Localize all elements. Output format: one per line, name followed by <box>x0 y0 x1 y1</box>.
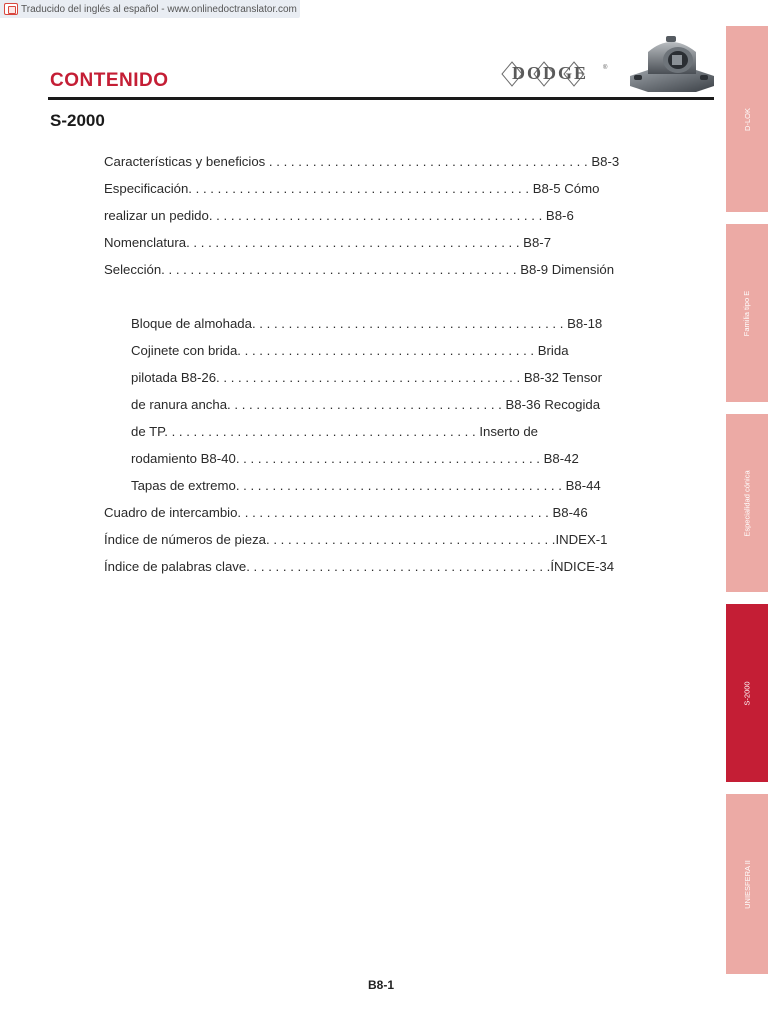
toc-entry[interactable]: Características y beneficios . . . . . . . . . . . . . . . . . . . . . . . . . . . . . . . . . . . . . . . . . . . . B8-3 <box>104 154 620 169</box>
side-tab-label: UNIESFERA II <box>742 859 752 909</box>
toc-entry[interactable]: Nomenclatura. . . . . . . . . . . . . . . . . . . . . . . . . . . . . . . . . . . . . . . . . . . . . . B8-7 <box>104 235 552 250</box>
toc-entry[interactable]: Índice de números de pieza. . . . . . . . . . . . . . . . . . . . . . . . . . . . . . . . . . . . . . . .INDEX-1 <box>104 532 608 547</box>
page-title: CONTENIDO <box>50 70 169 91</box>
registered-mark: ® <box>603 65 608 71</box>
toc-entry[interactable]: pilotada B8-26. . . . . . . . . . . . . . . . . . . . . . . . . . . . . . . . . . . . . . . . . . B8-32 Tensor <box>131 370 603 385</box>
toc-entry[interactable]: Tapas de extremo. . . . . . . . . . . . . . . . . . . . . . . . . . . . . . . . . . . . . . . . . . . . . B8-44 <box>131 478 601 493</box>
pillow-block-bearing-image <box>626 30 716 96</box>
toc-entry[interactable]: realizar un pedido. . . . . . . . . . . . . . . . . . . . . . . . . . . . . . . . . . . . . . . . . . . . . . B8-6 <box>104 208 574 223</box>
toc-entry[interactable]: Bloque de almohada. . . . . . . . . . . . . . . . . . . . . . . . . . . . . . . . . . . . . . . . . . . B8-18 <box>131 316 603 331</box>
side-tab-familia-tipo-e[interactable] <box>726 224 768 402</box>
side-tab-s-2000[interactable] <box>726 604 768 782</box>
toc-entry[interactable]: Cojinete con brida. . . . . . . . . . . . . . . . . . . . . . . . . . . . . . . . . . . . . . . . . Brida <box>131 343 569 358</box>
side-tab-d-lok[interactable] <box>726 26 768 212</box>
translator-banner[interactable] <box>0 0 300 18</box>
toc-entry[interactable]: rodamiento B8-40. . . . . . . . . . . . . . . . . . . . . . . . . . . . . . . . . . . . . . . . . . B8-42 <box>131 451 579 466</box>
side-tab-label: Especialidad cónica <box>742 469 752 537</box>
toc-entry[interactable]: Índice de palabras clave. . . . . . . . . . . . . . . . . . . . . . . . . . . . . . . . . . . . . . . . . .ÍNDICE-34 <box>104 559 615 574</box>
brand-name: DODGE <box>511 63 589 83</box>
side-tabs <box>726 0 768 1024</box>
toc-entry[interactable]: Especificación. . . . . . . . . . . . . . . . . . . . . . . . . . . . . . . . . . . . . . . . . . . . . . . B8-5 Cómo <box>104 181 600 196</box>
side-tab-label: S-2000 <box>742 680 752 706</box>
page-number: B8-1 <box>367 978 394 992</box>
translator-banner-text[interactable]: Traducido del inglés al español - www.onlinedoctranslator.com <box>21 3 297 15</box>
side-tab-uniesfera-ii[interactable] <box>726 794 768 974</box>
side-tab-label: Familia tipo E <box>742 290 752 336</box>
toc-entry[interactable]: de TP. . . . . . . . . . . . . . . . . . . . . . . . . . . . . . . . . . . . . . . . . . . Inserto de <box>131 424 538 439</box>
section-heading: S-2000 <box>50 111 105 130</box>
toc-entry[interactable]: de ranura ancha. . . . . . . . . . . . . . . . . . . . . . . . . . . . . . . . . . . . . . B8-36 Recogida <box>131 397 601 412</box>
side-tab-especialidad-conica[interactable] <box>726 414 768 592</box>
toc-entry[interactable]: Selección. . . . . . . . . . . . . . . . . . . . . . . . . . . . . . . . . . . . . . . . . . . . . . . . . B8-9 Dimensión <box>104 262 615 277</box>
toc-spacer <box>104 283 644 310</box>
toc-entry[interactable]: Cuadro de intercambio. . . . . . . . . . . . . . . . . . . . . . . . . . . . . . . . . . . . . . . . . . . B8-46 <box>104 505 588 520</box>
dodge-logo <box>492 58 610 90</box>
header-rule <box>48 97 714 100</box>
translator-icon <box>4 3 18 15</box>
side-tab-label: D-LOK <box>742 107 752 131</box>
table-of-contents <box>104 148 644 580</box>
